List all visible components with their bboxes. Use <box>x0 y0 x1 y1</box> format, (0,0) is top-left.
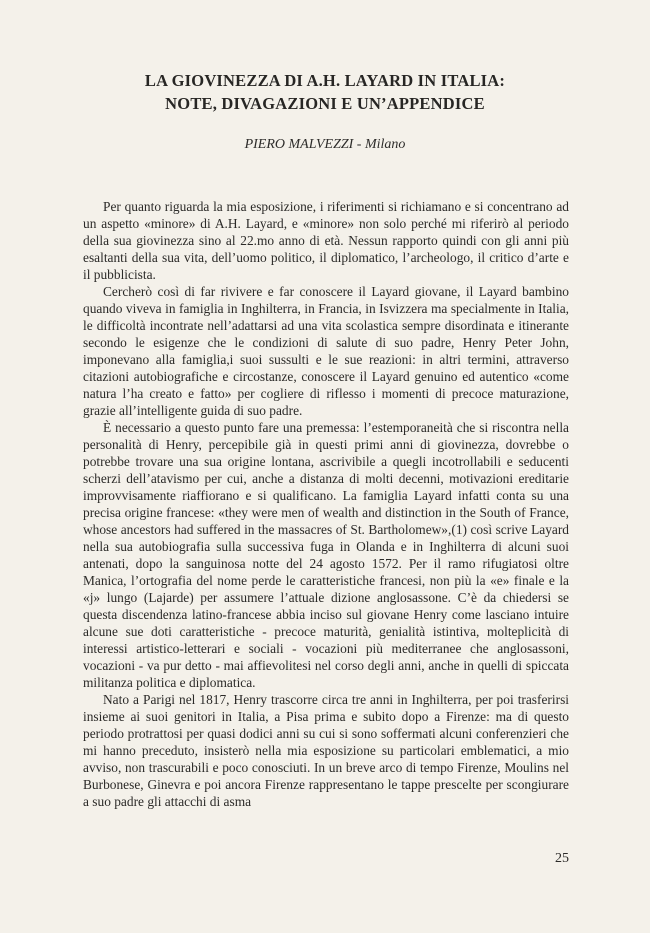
body-paragraph-2: Cercherò così di far rivivere e far conoscere il Layard giovane, il Layard bambino quando viveva in famiglia in Inghilterra, in Francia, in Isvizzera ma specialmente in Italia, le difficoltà incontrate nell’adattarsi ad una vita scolastica sempre disordinata e itinerante secondo le esigenze che le condizioni di salute di suo padre, Henry Peter John, imponevano alla famiglia,i suoi sussulti e le sue reazioni: in altri termini, attraverso citazioni autobiografiche e circostanze, conoscere il Layard genuino ed autentico «come natura l’ha creato e fatto» per cogliere di riflesso i momenti di precoce maturazione, grazie all’intelligente guida di suo padre. <box>83 284 569 418</box>
body-paragraph-1: Per quanto riguarda la mia esposizione, i riferimenti si richiamano e si concentrano ad un aspetto «minore» di A.H. Layard, e «minore» non solo perché mi riferirò al periodo della sua giovinezza sino al 22.mo anno di età. Nessun rapporto quindi con gli anni più esaltanti della sua vita, dell’uomo politico, il diplomatico, l’archeologo, il critico d’arte e il pubblicista. <box>83 199 569 282</box>
page-number: 25 <box>555 851 569 866</box>
article-title-line-1: LA GIOVINEZZA DI A.H. LAYARD IN ITALIA: <box>144 71 506 90</box>
body-paragraph-4: Nato a Parigi nel 1817, Henry trascorre circa tre anni in Inghilterra, per poi trasferirsi insieme ai suoi genitori in Italia, a Pisa prima e subito dopo a Firenze: ma di questo periodo protrattosi per quasi dodici anni su cui si sono soffermati alcuni conferenzieri che mi hanno preceduto, insisterò nella mia esposizione su particolari emblematici, a mio avviso, non trascurabili e poco conosciuti. In un breve arco di tempo Firenze, Moulins nel Burbonese, Ginevra e poi ancora Firenze rappresentano le tappe prescelte per scongiurare a suo padre gli attacchi di asma <box>83 692 569 809</box>
body-paragraph-3: È necessario a questo punto fare una premessa: l’estemporaneità che si riscontra nella personalità di Henry, percepibile già in questi primi anni di giovinezza, dovrebbe o potrebbe trovare una sua origine lontana, ascrivibile a quegli incotrollabili e seducenti scherzi dell’atavismo per cui, anche a distanza di molti decenni, motivazioni ereditarie improvvisamente riaffiorano e si qualificano. La famiglia Layard infatti conta su una precisa origine francese: «they were men of wealth and distinction in the South of France, whose ancestors had suffered in the massacres of St. Bartholomew»,(1) così scrive Layard nella sua autobiografia sulla successiva fuga in Olanda e in Inghilterra di alcuni suoi antenati, dopo la sanguinosa notte del 24 agosto 1572. Per il ramo rifugiatosi oltre Manica, l’ortografia del nome perde le caratteristiche francesi, non più la «e» finale e la «j» lungo (Lajarde) per assumere l’attuale dizione anglosassone. C’è da chiedersi se questa discendenza latino-francese abbia inciso sul giovane Henry come lasciano intuire alcune sue doti caratteristiche - precoce maturità, genialità istintiva, molteplicità di interessi artistico-letterari e sociali - vocazioni più mediterranee che anglosassoni, vocazioni - va pur detto - mai affievolitesi nel corso degli anni, anche in quelli di spiccata militanza politica e diplomatica. <box>83 420 569 690</box>
article-title-line-2: NOTE, DIVAGAZIONI E UN’APPENDICE <box>165 94 485 113</box>
author-affiliation: PIERO MALVEZZI - Milano <box>244 137 406 152</box>
article-body <box>83 198 569 810</box>
